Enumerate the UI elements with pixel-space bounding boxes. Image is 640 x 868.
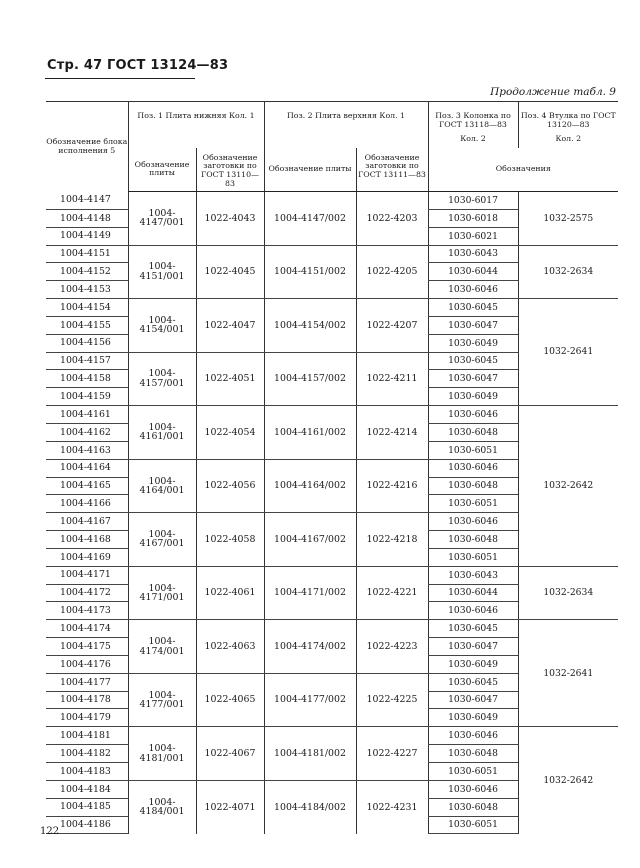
header-pos4: [518, 102, 618, 148]
p1-blank-cell: 1022-4056: [196, 459, 264, 513]
header-pos1-blank: Обозначение заготовки по ГОСТ 13110—83: [196, 148, 264, 192]
table-row: [46, 727, 618, 745]
pos3-value-cell: 1030-6047: [428, 638, 518, 656]
block-designation-cell: 1004-4171: [46, 566, 128, 584]
p2-plate-cell: 1004-4177/002: [264, 673, 356, 727]
pos3-value-cell: 1030-6046: [428, 281, 518, 299]
p2-blank-cell: 1022-4231: [356, 780, 428, 834]
pos3-value-cell: 1030-6048: [428, 531, 518, 549]
header-pos2: Поз. 2 Плита верхняя Кол. 1: [264, 102, 428, 148]
block-designation-cell: 1004-4155: [46, 316, 128, 334]
block-designation-cell: 1004-4185: [46, 798, 128, 816]
pos3-value-cell: 1030-6046: [428, 513, 518, 531]
block-designation-cell: 1004-4175: [46, 638, 128, 656]
block-designation-cell: 1004-4166: [46, 495, 128, 513]
p2-plate-cell: 1004-4167/002: [264, 513, 356, 567]
pos3-value-cell: 1030-6045: [428, 673, 518, 691]
header-pos4-qty: Кол. 2: [555, 134, 582, 144]
p2-plate-cell: 1004-4174/002: [264, 620, 356, 674]
header-pos3-title: Поз. 3 Колонка по ГОСТ 13118—83: [435, 111, 511, 129]
header-designations: Обозначения: [428, 148, 618, 192]
p1-plate-cell: 1004-4147/001: [128, 192, 196, 246]
p2-blank-cell: 1022-4227: [356, 727, 428, 781]
p2-plate-cell: 1004-4157/002: [264, 352, 356, 406]
p2-plate-cell: 1004-4171/002: [264, 566, 356, 620]
p2-blank-cell: 1022-4218: [356, 513, 428, 567]
p1-plate-cell: 1004-4167/001: [128, 513, 196, 567]
pos3-value-cell: 1030-6045: [428, 620, 518, 638]
p1-blank-cell: 1022-4061: [196, 566, 264, 620]
header-pos3: [428, 102, 518, 148]
pos3-value-cell: 1030-6017: [428, 192, 518, 210]
pos3-value-cell: 1030-6046: [428, 602, 518, 620]
table-row: [46, 406, 618, 424]
block-designation-cell: 1004-4162: [46, 423, 128, 441]
block-designation-cell: 1004-4182: [46, 745, 128, 763]
block-designation-cell: 1004-4163: [46, 441, 128, 459]
pos3-value-cell: 1030-6051: [428, 495, 518, 513]
block-designation-cell: 1004-4147: [46, 192, 128, 210]
block-designation-cell: 1004-4152: [46, 263, 128, 281]
pos3-value-cell: 1030-6051: [428, 548, 518, 566]
block-designation-cell: 1004-4159: [46, 388, 128, 406]
header-rule: [45, 78, 195, 79]
table-body: [46, 192, 618, 834]
pos3-value-cell: 1030-6047: [428, 691, 518, 709]
block-designation-cell: 1004-4158: [46, 370, 128, 388]
p1-plate-cell: 1004-4164/001: [128, 459, 196, 513]
pos3-value-cell: 1030-6049: [428, 655, 518, 673]
pos3-value-cell: 1030-6021: [428, 227, 518, 245]
table-continuation-label: Продолжение табл. 9: [490, 86, 616, 98]
p2-blank-cell: 1022-4203: [356, 192, 428, 246]
p2-blank-cell: 1022-4216: [356, 459, 428, 513]
block-designation-cell: 1004-4172: [46, 584, 128, 602]
pos4-value-cell: 1032-2634: [518, 566, 618, 620]
table-row: [46, 299, 618, 317]
block-designation-cell: 1004-4148: [46, 209, 128, 227]
block-designation-cell: 1004-4183: [46, 763, 128, 781]
p2-plate-cell: 1004-4147/002: [264, 192, 356, 246]
p2-plate-cell: 1004-4164/002: [264, 459, 356, 513]
block-designation-cell: 1004-4149: [46, 227, 128, 245]
block-designation-cell: 1004-4165: [46, 477, 128, 495]
header-pos2-blank: Обозначение заготовки по ГОСТ 13111—83: [356, 148, 428, 192]
block-designation-cell: 1004-4186: [46, 816, 128, 834]
p2-blank-cell: 1022-4214: [356, 406, 428, 460]
p2-plate-cell: 1004-4154/002: [264, 299, 356, 353]
p1-blank-cell: 1022-4045: [196, 245, 264, 299]
p2-blank-cell: 1022-4211: [356, 352, 428, 406]
p1-blank-cell: 1022-4071: [196, 780, 264, 834]
pos3-value-cell: 1030-6046: [428, 406, 518, 424]
pos3-value-cell: 1030-6047: [428, 370, 518, 388]
pos3-value-cell: 1030-6048: [428, 798, 518, 816]
p1-blank-cell: 1022-4043: [196, 192, 264, 246]
block-designation-cell: 1004-4176: [46, 655, 128, 673]
pos3-value-cell: 1030-6043: [428, 566, 518, 584]
p1-blank-cell: 1022-4047: [196, 299, 264, 353]
p2-blank-cell: 1022-4207: [356, 299, 428, 353]
p1-plate-cell: 1004-4157/001: [128, 352, 196, 406]
table-row: [46, 245, 618, 263]
p1-plate-cell: 1004-4171/001: [128, 566, 196, 620]
block-designation-cell: 1004-4153: [46, 281, 128, 299]
header-block-designation: Обозначение блока исполнения 5: [46, 102, 128, 192]
block-designation-cell: 1004-4164: [46, 459, 128, 477]
pos3-value-cell: 1030-6047: [428, 316, 518, 334]
table-row: [46, 192, 618, 210]
p1-plate-cell: 1004-4161/001: [128, 406, 196, 460]
block-designation-cell: 1004-4168: [46, 531, 128, 549]
header-pos4-title: Поз. 4 Втулка по ГОСТ 13120—83: [520, 111, 616, 129]
p1-blank-cell: 1022-4051: [196, 352, 264, 406]
p1-blank-cell: 1022-4067: [196, 727, 264, 781]
pos4-value-cell: 1032-2642: [518, 727, 618, 834]
pos4-value-cell: 1032-2634: [518, 245, 618, 299]
block-designation-cell: 1004-4156: [46, 334, 128, 352]
spec-table: [46, 101, 618, 834]
pos3-value-cell: 1030-6046: [428, 459, 518, 477]
p2-plate-cell: 1004-4151/002: [264, 245, 356, 299]
p1-blank-cell: 1022-4063: [196, 620, 264, 674]
header-pos1: Поз. 1 Плита нижняя Кол. 1: [128, 102, 264, 148]
block-designation-cell: 1004-4178: [46, 691, 128, 709]
pos3-value-cell: 1030-6051: [428, 441, 518, 459]
block-designation-cell: 1004-4184: [46, 780, 128, 798]
p1-plate-cell: 1004-4151/001: [128, 245, 196, 299]
block-designation-cell: 1004-4177: [46, 673, 128, 691]
p2-plate-cell: 1004-4181/002: [264, 727, 356, 781]
p2-blank-cell: 1022-4205: [356, 245, 428, 299]
header-pos2-plate: Обозначение плиты: [264, 148, 356, 192]
table-row: [46, 566, 618, 584]
block-designation-cell: 1004-4179: [46, 709, 128, 727]
block-designation-cell: 1004-4154: [46, 299, 128, 317]
header-pos3-qty: Кол. 2: [460, 134, 486, 144]
pos3-value-cell: 1030-6046: [428, 727, 518, 745]
pos4-value-cell: 1032-2642: [518, 406, 618, 567]
block-designation-cell: 1004-4151: [46, 245, 128, 263]
page-number: 122: [40, 826, 60, 837]
p1-plate-cell: 1004-4181/001: [128, 727, 196, 781]
p2-plate-cell: 1004-4184/002: [264, 780, 356, 834]
pos3-value-cell: 1030-6051: [428, 816, 518, 834]
p2-plate-cell: 1004-4161/002: [264, 406, 356, 460]
pos3-value-cell: 1030-6043: [428, 245, 518, 263]
pos3-value-cell: 1030-6051: [428, 763, 518, 781]
pos3-value-cell: 1030-6044: [428, 584, 518, 602]
p1-blank-cell: 1022-4054: [196, 406, 264, 460]
p1-blank-cell: 1022-4065: [196, 673, 264, 727]
p2-blank-cell: 1022-4225: [356, 673, 428, 727]
p1-plate-cell: 1004-4184/001: [128, 780, 196, 834]
p1-plate-cell: 1004-4154/001: [128, 299, 196, 353]
block-designation-cell: 1004-4167: [46, 513, 128, 531]
pos4-value-cell: 1032-2641: [518, 620, 618, 727]
pos3-value-cell: 1030-6045: [428, 299, 518, 317]
block-designation-cell: 1004-4157: [46, 352, 128, 370]
p1-plate-cell: 1004-4177/001: [128, 673, 196, 727]
pos3-value-cell: 1030-6048: [428, 423, 518, 441]
pos3-value-cell: 1030-6049: [428, 709, 518, 727]
pos3-value-cell: 1030-6049: [428, 388, 518, 406]
pos4-value-cell: 1032-2575: [518, 192, 618, 246]
header-pos1-plate: Обозначение плиты: [128, 148, 196, 192]
block-designation-cell: 1004-4169: [46, 548, 128, 566]
pos3-value-cell: 1030-6018: [428, 209, 518, 227]
pos3-value-cell: 1030-6046: [428, 780, 518, 798]
block-designation-cell: 1004-4161: [46, 406, 128, 424]
pos3-value-cell: 1030-6048: [428, 745, 518, 763]
p2-blank-cell: 1022-4221: [356, 566, 428, 620]
pos3-value-cell: 1030-6049: [428, 334, 518, 352]
table-row: [46, 620, 618, 638]
pos3-value-cell: 1030-6045: [428, 352, 518, 370]
pos3-value-cell: 1030-6048: [428, 477, 518, 495]
p1-plate-cell: 1004-4174/001: [128, 620, 196, 674]
page-header: Стр. 47 ГОСТ 13124—83: [47, 58, 229, 73]
pos3-value-cell: 1030-6044: [428, 263, 518, 281]
block-designation-cell: 1004-4174: [46, 620, 128, 638]
block-designation-cell: 1004-4181: [46, 727, 128, 745]
pos4-value-cell: 1032-2641: [518, 299, 618, 406]
p2-blank-cell: 1022-4223: [356, 620, 428, 674]
p1-blank-cell: 1022-4058: [196, 513, 264, 567]
block-designation-cell: 1004-4173: [46, 602, 128, 620]
